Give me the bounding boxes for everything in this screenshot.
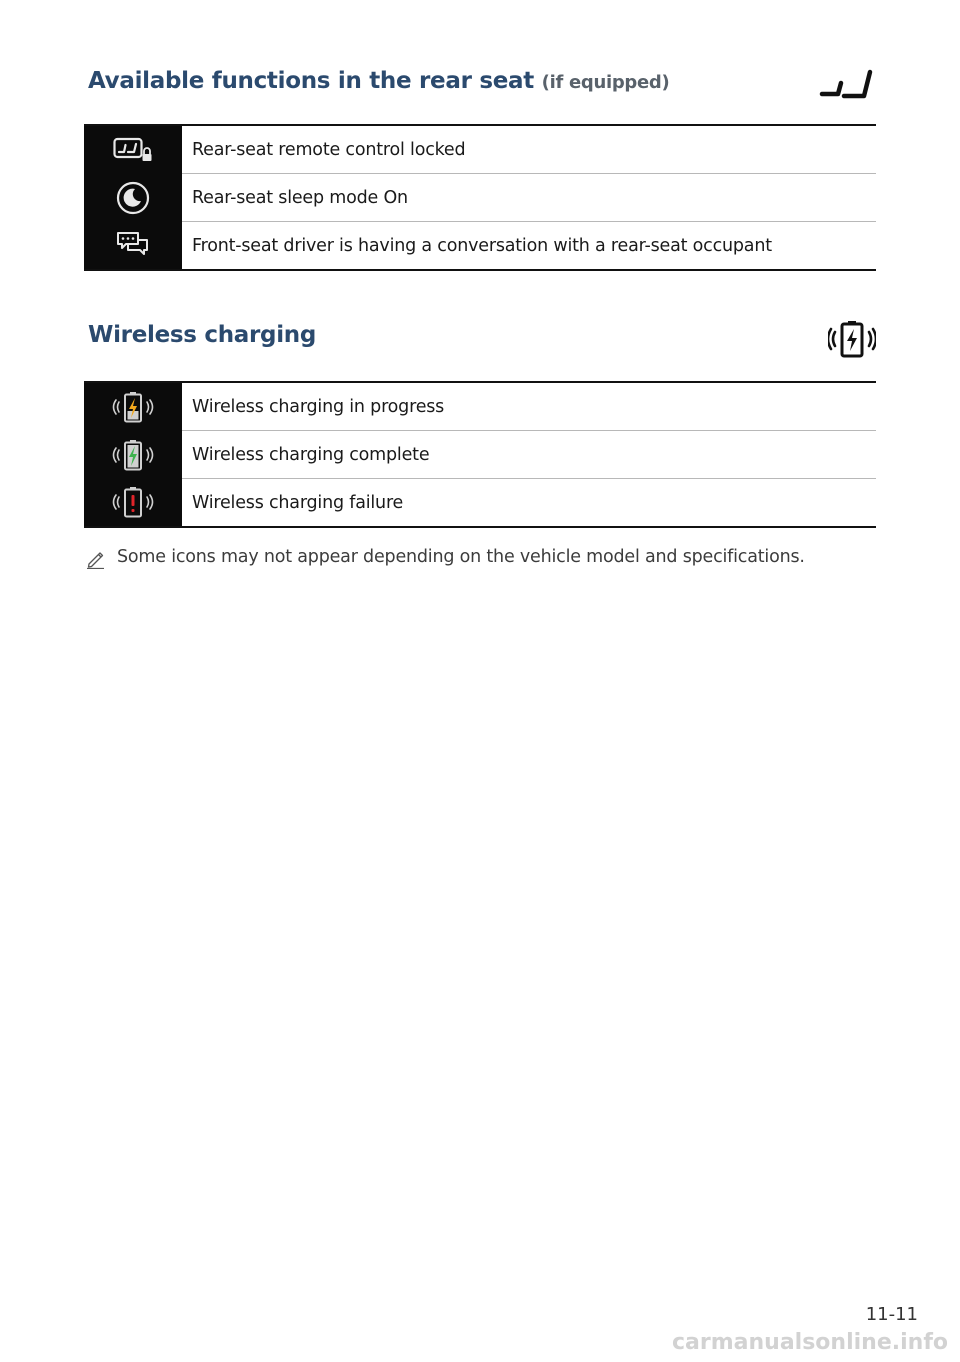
row-label: Rear-seat remote control locked — [192, 139, 466, 160]
table-row — [84, 479, 876, 528]
wireless-table — [84, 381, 876, 528]
rear-seat-section-header — [88, 66, 876, 106]
wireless-section-header — [88, 320, 876, 360]
rear-seat-table — [84, 124, 876, 271]
wireless-charging-failure-icon — [84, 486, 182, 518]
row-label: Wireless charging complete — [182, 431, 876, 479]
sleep-mode-moon-icon — [84, 181, 182, 215]
page-number: 11-11 — [865, 1304, 918, 1325]
row-label: Wireless charging failure — [182, 479, 876, 528]
icon-cell — [84, 479, 182, 528]
table-row — [84, 431, 876, 479]
pencil-note-icon — [86, 549, 106, 573]
table-row — [84, 382, 876, 431]
rear-seat-section-title — [88, 68, 669, 94]
row-label: Front-seat driver is having a conversation with a rear-seat occupant — [182, 222, 876, 271]
wireless-charging-progress-icon — [84, 391, 182, 423]
icon-cell — [84, 382, 182, 431]
icon-cell — [84, 174, 182, 222]
wireless-charging-complete-icon — [84, 439, 182, 471]
table-row — [84, 222, 876, 271]
rear-seat-title-suffix: (if equipped) — [541, 72, 670, 93]
table-row — [84, 125, 876, 174]
icon-cell — [84, 125, 182, 174]
note-text: Some icons may not appear depending on the vehicle model and specifications. — [117, 547, 805, 567]
watermark: carmanualsonline.info — [672, 1330, 948, 1355]
row-label: Rear-seat sleep mode On — [182, 174, 876, 222]
wireless-charging-icon — [828, 320, 876, 362]
rear-seat-remote-lock-icon — [84, 137, 182, 163]
icon-cell — [84, 222, 182, 271]
row-label: Wireless charging in progress — [192, 396, 445, 417]
table-row — [84, 174, 876, 222]
note — [86, 546, 886, 572]
conversation-bubbles-icon — [84, 230, 182, 260]
rear-seat-title-text: Available functions in the rear seat — [88, 68, 534, 94]
rear-seats-icon — [818, 66, 876, 106]
wireless-section-title: Wireless charging — [88, 322, 317, 348]
icon-cell — [84, 431, 182, 479]
